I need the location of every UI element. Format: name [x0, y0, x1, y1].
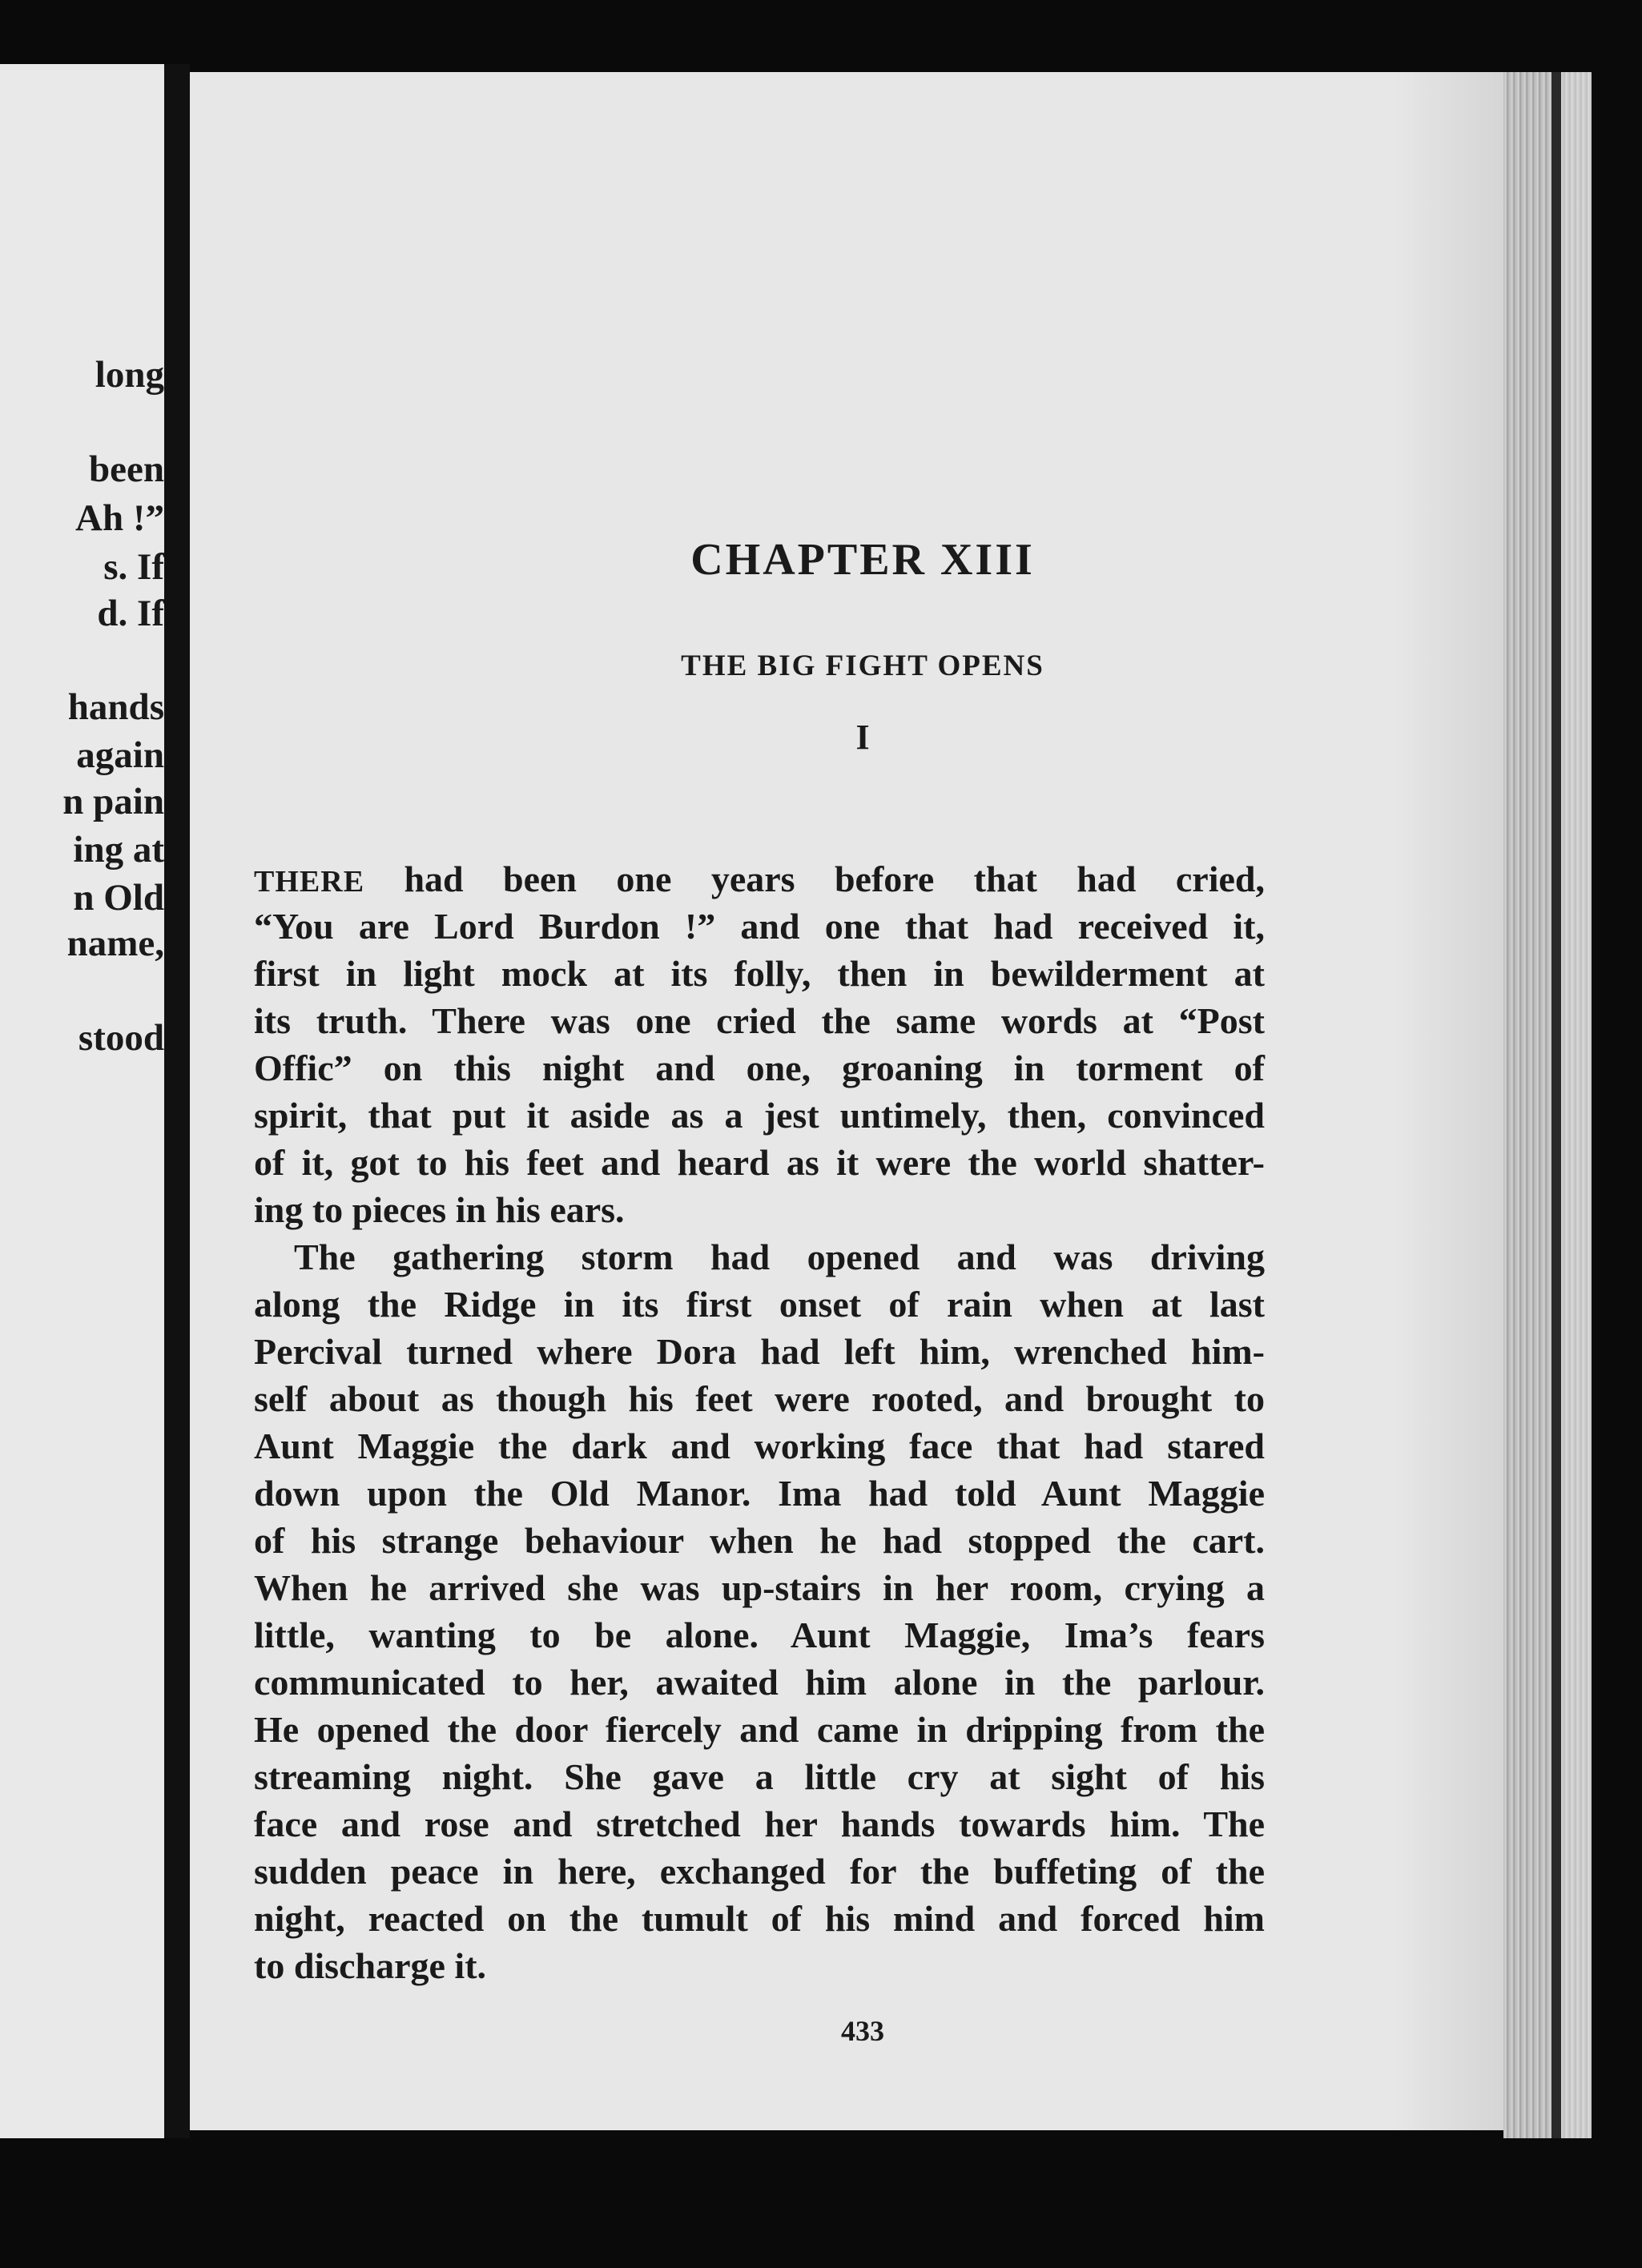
text-line: night, reacted on the tumult of his mind and forced him: [254, 1898, 1265, 1939]
left-page-line: stood: [78, 1017, 164, 1059]
text-line: streaming night. She gave a little cry at sight of his: [254, 1756, 1265, 1797]
text-line: Percival turned where Dora had left him, wrenched him-: [254, 1331, 1265, 1372]
page-number: 433: [841, 2015, 884, 2047]
book-page: [190, 72, 1503, 2130]
left-page-line: been: [89, 448, 164, 490]
book-gutter: [164, 64, 190, 2138]
text-line: first in light mock at its folly, then in bewilderment at: [254, 953, 1265, 994]
drop-word: THERE: [254, 865, 365, 899]
left-page-line: n Old: [73, 877, 164, 919]
text-line: face and rose and stretched her hands towards him. The: [254, 1804, 1265, 1844]
left-page-line: long: [95, 354, 164, 396]
text-line: of his strange behaviour when he had stopped the cart.: [254, 1520, 1265, 1561]
text-line: “You are Lord Burdon !” and one that had received it,: [254, 906, 1265, 947]
text-line: self about as though his feet were rooted, and brought to: [254, 1378, 1265, 1419]
chapter-title: CHAPTER XIII: [690, 535, 1035, 585]
text-line: ing to pieces in his ears.: [254, 1189, 625, 1230]
left-page-line: Ah !”: [75, 497, 164, 539]
left-page-line: hands: [67, 686, 164, 728]
text-line: The gathering storm had opened and was driving: [294, 1237, 1265, 1277]
text-line: to discharge it.: [254, 1945, 487, 1986]
text-line: along the Ridge in its first onset of rain when at last: [254, 1284, 1265, 1325]
left-page-line: n pain: [62, 781, 164, 822]
text-line: communicated to her, awaited him alone in the parlour.: [254, 1662, 1265, 1703]
text-line: little, wanting to be alone. Aunt Maggie, Ima’s fears: [254, 1615, 1265, 1655]
left-page-line: again: [76, 734, 164, 776]
page-edge-shadow: [1551, 72, 1561, 2138]
left-page-line: ing at: [73, 829, 164, 871]
left-page-line: d. If: [97, 593, 164, 634]
page-edges-outer: [1561, 72, 1592, 2138]
facing-page-left: [0, 64, 164, 2138]
text-line: When he arrived she was up-stairs in her room, crying a: [254, 1567, 1265, 1608]
text-line: Aunt Maggie the dark and working face that had stared: [254, 1426, 1265, 1466]
text-line: sudden peace in here, exchanged for the buffeting of the: [254, 1851, 1265, 1892]
body-text: [254, 855, 1265, 1989]
text-line: He opened the door fiercely and came in dripping from the: [254, 1709, 1265, 1750]
left-page-line: s. If: [103, 546, 164, 588]
text-line: Offic” on this night and one, groaning in torment of: [254, 1048, 1265, 1088]
left-page-line: name,: [66, 923, 164, 964]
chapter-subtitle: THE BIG FIGHT OPENS: [681, 649, 1044, 682]
text-line: its truth. There was one cried the same words at “Post: [254, 1000, 1265, 1041]
text-line: THERE had been one years before that had cried,: [254, 859, 1265, 899]
text-line: down upon the Old Manor. Ima had told Aunt Maggie: [254, 1473, 1265, 1514]
text-line: of it, got to his feet and heard as it were the world shatter-: [254, 1142, 1265, 1183]
text-line: spirit, that put it aside as a jest untimely, then, convinced: [254, 1095, 1265, 1136]
section-numeral: I: [855, 718, 870, 757]
